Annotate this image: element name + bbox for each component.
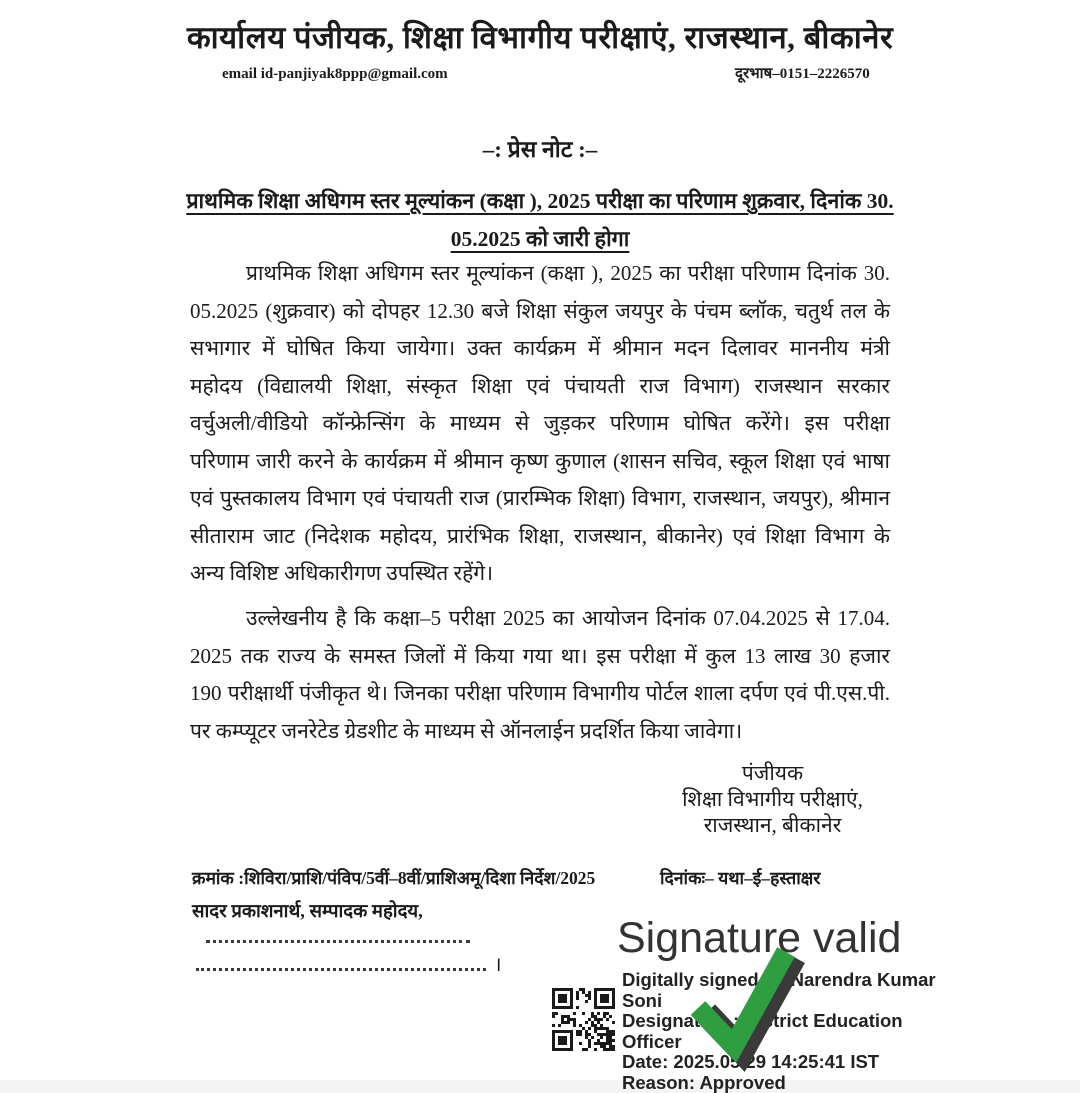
publication-note: सादर प्रकाशनार्थ, सम्पादक महोदय, xyxy=(192,898,423,923)
office-email: email id-panjiyak8ppp@gmail.com xyxy=(222,66,448,83)
office-title: कार्यालय पंजीयक, शिक्षा विभागीय परीक्षाएं, राजस्थान, बीकानेर xyxy=(0,16,1080,58)
press-note-label: –: प्रेस नोट :– xyxy=(0,132,1080,164)
body-line: परिणाम जारी करने के कार्यक्रम में श्रीमान कृष्ण कुणाल (शासन सचिव, स्कूल शिक्षा एवं भाषा xyxy=(190,443,890,481)
dotted-line xyxy=(196,956,486,971)
body-line: वर्चुअली/वीडियो कॉन्फ्रेन्सिंग के माध्यम से जुड़कर परिणाम घोषित करेंगे। इस परीक्षा xyxy=(190,405,890,443)
body-line: 2025 तक राज्य के समस्त जिलों में किया गया था। इस परीक्षा में कुल 13 लाख 30 हजार xyxy=(190,638,890,676)
body-line: सभागार में घोषित किया जायेगा। उक्त कार्यक्रम में श्रीमान मदन दिलावर माननीय मंत्री xyxy=(190,330,890,368)
signatory-location: राजस्थान, बीकानेर xyxy=(645,812,900,838)
body-line: अन्य विशिष्ट अधिकारीगण उपस्थित रहेंगे। xyxy=(190,555,890,593)
green-checkmark-icon xyxy=(684,942,802,1074)
signatory-office: शिक्षा विभागीय परीक्षाएं, xyxy=(645,786,900,812)
signatory-designation: पंजीयक xyxy=(645,760,900,786)
dotted-line xyxy=(206,928,470,943)
signed-by-line: Digitally signed by Narendra Kumar xyxy=(622,970,952,991)
body-line: एवं पुस्तकालय विभाग एवं पंचायती राज (प्रारम्भिक शिक्षा) विभाग, राजस्थान, जयपुर), श्रीमान xyxy=(190,480,890,518)
paragraph-2 xyxy=(190,600,890,750)
body-line: उल्लेखनीय है कि कक्षा–5 परीक्षा 2025 का आयोजन दिनांक 07.04.2025 से 17.04. xyxy=(190,600,890,638)
headline xyxy=(180,182,900,258)
qr-code xyxy=(552,988,615,1051)
reason-line: Reason: Approved xyxy=(622,1073,952,1093)
date-note: दिनांकः– यथा–ई–हस्ताक्षर xyxy=(660,866,820,890)
headline-line-1: प्राथमिक शिक्षा अधिगम स्तर मूल्यांकन (कक्षा ), 2025 परीक्षा का परिणाम शुक्रवार, दिनांक 30. xyxy=(186,189,893,213)
end-mark: । xyxy=(494,950,502,977)
body-line: प्राथमिक शिक्षा अधिगम स्तर मूल्यांकन (कक्षा ), 2025 का परीक्षा परिणाम दिनांक 30. xyxy=(190,255,890,293)
body-line: पर कम्प्यूटर जनरेटेड ग्रेडशीट के माध्यम से ऑनलाईन प्रदर्शित किया जावेगा। xyxy=(190,713,890,751)
body-line: महोदय (विद्यालयी शिक्षा, संस्कृत शिक्षा एवं पंचायती राज विभाग) राजस्थान सरकार xyxy=(190,368,890,406)
signatory-block xyxy=(645,760,900,838)
body-line: 190 परीक्षार्थी पंजीकृत थे। जिनका परीक्षा परिणाम विभागीय पोर्टल शाला दर्पण एवं पी.एस.पी. xyxy=(190,675,890,713)
headline-line-2: 05.2025 को जारी होगा xyxy=(451,227,630,251)
office-phone: दूरभाष–0151–2226570 xyxy=(735,63,870,83)
designation-line: Designation : District Education Officer xyxy=(622,1011,952,1052)
body-line: 05.2025 (शुक्रवार) को दोपहर 12.30 बजे शिक्षा संकुल जयपुर के पंचम ब्लॉक, चतुर्थ तल के xyxy=(190,293,890,331)
signed-by-line: Soni xyxy=(622,991,952,1012)
paragraph-1 xyxy=(190,255,890,593)
signature-valid-text: Signature valid xyxy=(617,914,901,963)
reference-number: क्रमांक :शिविरा/प्राशि/पंविप/5वीं–8वीं/प्राशिअमू/दिशा निर्देश/2025 xyxy=(192,866,595,890)
date-line: Date: 2025.05.29 14:25:41 IST xyxy=(622,1052,952,1073)
body-line: सीताराम जाट (निदेशक महोदय, प्रारंभिक शिक्षा, राजस्थान, बीकानेर) एवं शिक्षा विभाग के xyxy=(190,518,890,556)
